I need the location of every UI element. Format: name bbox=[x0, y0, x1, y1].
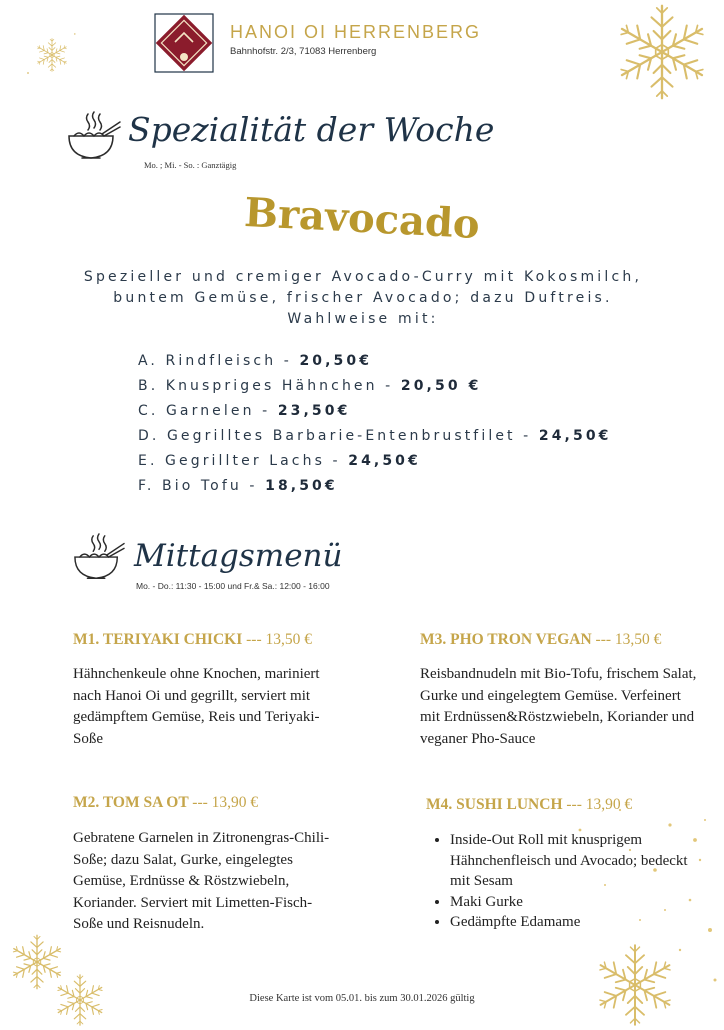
special-hours: Mo. ; Mi. - So. : Ganztägig bbox=[144, 160, 237, 170]
noodle-bowl-icon bbox=[72, 532, 126, 584]
lunch-title: Mittagsmenü bbox=[134, 538, 343, 574]
option-list bbox=[138, 349, 612, 499]
list-item: D. Gegrilltes Barbarie-Entenbrustfilet - 24,50€ bbox=[138, 428, 612, 444]
menu-item-title: M4. SUSHI LUNCH --- 13,90 € bbox=[426, 796, 633, 813]
dish-name: Bravocado bbox=[243, 188, 481, 249]
list-item: A. Rindfleisch - 20,50€ bbox=[138, 353, 373, 369]
noodle-bowl-icon bbox=[66, 110, 122, 164]
lunch-hours: Mo. - Do.: 11:30 - 15:00 und Fr.& Sa.: 12:00 - 16:00 bbox=[136, 581, 330, 591]
brand-address: Bahnhofstr. 2/3, 71083 Herrenberg bbox=[230, 46, 377, 57]
list-item: • Gedämpfte Edamame bbox=[450, 912, 690, 933]
list-item: • Maki Gurke bbox=[450, 892, 690, 913]
menu-item-title: M1. TERIYAKI CHICKI --- 13,50 € bbox=[73, 631, 312, 648]
list-item: E. Gegrillter Lachs - 24,50€ bbox=[138, 453, 421, 469]
brand-name: HANOI OI HERRENBERG bbox=[230, 22, 482, 42]
list-item: C. Garnelen - 23,50€ bbox=[138, 403, 351, 419]
snowflake-icon bbox=[612, 2, 712, 102]
validity-note: Diese Karte ist vom 05.01. bis zum 30.01.2026 gültig bbox=[249, 993, 475, 1004]
logo-icon bbox=[153, 12, 215, 74]
menu-item-description: Reisbandnudeln mit Bio-Tofu, frischem Salat, Gurke und eingelegtem Gemüse. Verfeinert mit Erdnüssen&Röstzwiebeln, Koriander und veganer Pho-Sauce bbox=[420, 666, 697, 747]
menu-item-title: M3. PHO TRON VEGAN --- 13,50 € bbox=[420, 631, 662, 648]
menu-item-title: M2. TOM SA OT --- 13,90 € bbox=[73, 794, 259, 811]
snowflake-icon bbox=[22, 25, 82, 85]
list-item: B. Knuspriges Hähnchen - 20,50 € bbox=[138, 378, 482, 394]
special-title: Spezialität der Woche bbox=[128, 110, 495, 149]
list-item: F. Bio Tofu - 18,50€ bbox=[138, 478, 338, 494]
dish-description: Spezieller und cremiger Avocado-Curry mit Kokosmilch, buntem Gemüse, frischer Avocado; dazu Duftreis. Wahlweise mit: bbox=[83, 269, 643, 327]
menu-item-description: Gebratene Garnelen in Zitronengras-Chili-Soße; dazu Salat, Gurke, eingelegtes Gemüse, Erdnüsse & Röstzwiebeln, Koriander. Serviert mit Limetten-Fisch-Soße und Reisnudeln. bbox=[73, 830, 330, 932]
menu-item-description: Hähnchenkeule ohne Knochen, mariniert nach Hanoi Oi und gegrillt, serviert mit gedämpftem Gemüse, Reis und Teriyaki-Soße bbox=[73, 666, 320, 747]
list-item: • Inside-Out Roll mit knusprigem Hähnchenfleisch und Avocado; bedeckt mit Sesam bbox=[450, 830, 690, 892]
menu-item-bullets bbox=[430, 830, 690, 933]
